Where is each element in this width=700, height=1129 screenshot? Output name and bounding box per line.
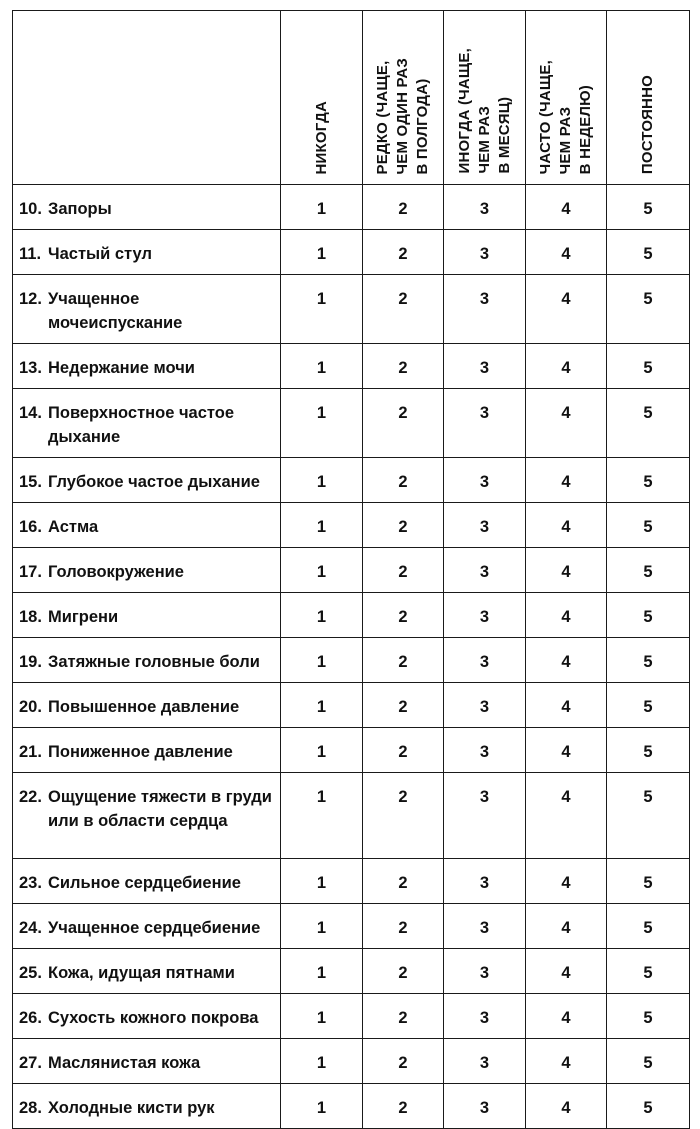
- symptom-cell: [13, 344, 281, 389]
- header-often: ЧАСТО (ЧАЩЕ, ЧЕМ РАЗ В НЕДЕЛЮ): [526, 11, 607, 185]
- symptom-label: [19, 650, 274, 674]
- table-row: [13, 683, 690, 728]
- score-cell: 1: [281, 185, 363, 230]
- table-row: [13, 1084, 690, 1129]
- symptom-text: Головокружение: [48, 563, 184, 581]
- score-cell: 3: [444, 1084, 526, 1129]
- score-cell: 1: [281, 949, 363, 994]
- symptom-cell: [13, 593, 281, 638]
- score-cell: 5: [607, 185, 690, 230]
- score-cell: 3: [444, 389, 526, 458]
- symptom-cell: [13, 994, 281, 1039]
- score-cell: 2: [363, 859, 444, 904]
- table-row: [13, 458, 690, 503]
- score-cell: 3: [444, 728, 526, 773]
- score-cell: 2: [363, 503, 444, 548]
- score-cell: 4: [526, 859, 607, 904]
- score-cell: 4: [526, 949, 607, 994]
- score-cell: 4: [526, 230, 607, 275]
- score-cell: 4: [526, 728, 607, 773]
- score-cell: 4: [526, 1084, 607, 1129]
- symptom-cell: [13, 503, 281, 548]
- score-cell: 4: [526, 904, 607, 949]
- score-cell: 3: [444, 344, 526, 389]
- symptom-number: 28.: [19, 1099, 42, 1117]
- symptom-label: [19, 470, 274, 494]
- symptom-number: 15.: [19, 473, 42, 491]
- symptom-label: [19, 916, 274, 940]
- table-row: [13, 185, 690, 230]
- score-cell: 2: [363, 683, 444, 728]
- score-cell: 2: [363, 904, 444, 949]
- score-cell: 3: [444, 683, 526, 728]
- score-cell: 5: [607, 344, 690, 389]
- symptom-label: [19, 740, 274, 764]
- score-cell: 2: [363, 275, 444, 344]
- symptom-number: 16.: [19, 518, 42, 536]
- score-cell: 5: [607, 994, 690, 1039]
- score-cell: 2: [363, 344, 444, 389]
- score-cell: 4: [526, 638, 607, 683]
- symptom-label: [19, 401, 274, 449]
- score-cell: 1: [281, 1039, 363, 1084]
- score-cell: 5: [607, 859, 690, 904]
- header-row: [13, 11, 690, 185]
- score-cell: 5: [607, 458, 690, 503]
- symptom-text: Маслянистая кожа: [48, 1054, 201, 1072]
- table-row: [13, 949, 690, 994]
- symptom-cell: [13, 1039, 281, 1084]
- score-cell: 1: [281, 904, 363, 949]
- score-cell: 1: [281, 593, 363, 638]
- symptom-cell: [13, 548, 281, 593]
- score-cell: 4: [526, 548, 607, 593]
- symptom-number: 12.: [19, 290, 42, 308]
- score-cell: 3: [444, 638, 526, 683]
- symptom-cell: [13, 728, 281, 773]
- symptom-text: Холодные кисти рук: [48, 1099, 215, 1117]
- symptom-label: [19, 560, 274, 584]
- symptom-number: 21.: [19, 743, 42, 761]
- header-rarely: РЕДКО (ЧАЩЕ, ЧЕМ ОДИН РАЗ В ПОЛГОДА): [363, 11, 444, 185]
- symptom-number: 23.: [19, 874, 42, 892]
- score-cell: 2: [363, 638, 444, 683]
- symptom-cell: [13, 904, 281, 949]
- score-cell: 2: [363, 230, 444, 275]
- symptom-label: [19, 287, 274, 335]
- score-cell: 5: [607, 389, 690, 458]
- score-cell: 5: [607, 773, 690, 859]
- score-cell: 1: [281, 994, 363, 1039]
- symptom-cell: [13, 458, 281, 503]
- symptom-label: [19, 242, 274, 266]
- score-cell: 5: [607, 683, 690, 728]
- table-row: [13, 230, 690, 275]
- table-row: [13, 548, 690, 593]
- table-row: [13, 344, 690, 389]
- symptom-text: Поверхностное частое дыхание: [48, 404, 235, 446]
- score-cell: 1: [281, 683, 363, 728]
- score-cell: 2: [363, 949, 444, 994]
- score-cell: 3: [444, 593, 526, 638]
- symptom-label: [19, 356, 274, 380]
- symptom-label: [19, 1006, 274, 1030]
- symptom-text: Пониженное давление: [48, 743, 233, 761]
- score-cell: 5: [607, 503, 690, 548]
- symptom-text: Глубокое частое дыхание: [48, 473, 260, 491]
- symptom-number: 14.: [19, 404, 42, 422]
- symptom-number: 18.: [19, 608, 42, 626]
- score-cell: 4: [526, 683, 607, 728]
- symptom-label: [19, 1096, 274, 1120]
- symptom-number: 13.: [19, 359, 42, 377]
- score-cell: 2: [363, 458, 444, 503]
- score-cell: 2: [363, 1039, 444, 1084]
- header-always: ПОСТОЯННО: [607, 11, 690, 185]
- symptom-text: Частый стул: [48, 245, 152, 263]
- score-cell: 1: [281, 344, 363, 389]
- score-cell: 1: [281, 773, 363, 859]
- score-cell: 1: [281, 458, 363, 503]
- symptom-label: [19, 695, 274, 719]
- score-cell: 5: [607, 1084, 690, 1129]
- score-cell: 2: [363, 728, 444, 773]
- score-cell: 4: [526, 344, 607, 389]
- table-row: [13, 904, 690, 949]
- score-cell: 5: [607, 638, 690, 683]
- score-cell: 3: [444, 1039, 526, 1084]
- score-cell: 1: [281, 859, 363, 904]
- score-cell: 4: [526, 1039, 607, 1084]
- score-cell: 3: [444, 859, 526, 904]
- table-row: [13, 1039, 690, 1084]
- header-never: НИКОГДА: [281, 11, 363, 185]
- score-cell: 5: [607, 728, 690, 773]
- symptom-label: [19, 605, 274, 629]
- symptom-frequency-table: [12, 10, 690, 1129]
- score-cell: 5: [607, 548, 690, 593]
- score-cell: 3: [444, 994, 526, 1039]
- symptom-text: Астма: [48, 518, 99, 536]
- score-cell: 3: [444, 773, 526, 859]
- symptom-number: 20.: [19, 698, 42, 716]
- table-row: [13, 503, 690, 548]
- score-cell: 1: [281, 638, 363, 683]
- score-cell: 4: [526, 503, 607, 548]
- symptom-number: 11.: [19, 245, 42, 263]
- score-cell: 5: [607, 275, 690, 344]
- score-cell: 5: [607, 593, 690, 638]
- score-cell: 4: [526, 773, 607, 859]
- symptom-number: 10.: [19, 200, 42, 218]
- symptom-cell: [13, 185, 281, 230]
- symptom-text: Сильное сердцебиение: [48, 874, 241, 892]
- symptom-label: [19, 871, 274, 895]
- symptom-text: Мигрени: [48, 608, 119, 626]
- score-cell: 3: [444, 548, 526, 593]
- score-cell: 1: [281, 389, 363, 458]
- score-cell: 2: [363, 1084, 444, 1129]
- score-cell: 3: [444, 230, 526, 275]
- symptom-text: Сухость кожного покрова: [48, 1009, 259, 1027]
- symptom-number: 27.: [19, 1054, 42, 1072]
- table-row: [13, 275, 690, 344]
- score-cell: 4: [526, 994, 607, 1039]
- symptom-text: Запоры: [48, 200, 112, 218]
- score-cell: 2: [363, 773, 444, 859]
- score-cell: 3: [444, 949, 526, 994]
- score-cell: 5: [607, 1039, 690, 1084]
- symptom-cell: [13, 949, 281, 994]
- score-cell: 1: [281, 548, 363, 593]
- score-cell: 4: [526, 593, 607, 638]
- table-row: [13, 728, 690, 773]
- table-row: [13, 859, 690, 904]
- symptom-text: Учащенное сердцебиение: [48, 919, 261, 937]
- score-cell: 2: [363, 389, 444, 458]
- score-cell: 4: [526, 275, 607, 344]
- table-row: [13, 593, 690, 638]
- symptom-cell: [13, 230, 281, 275]
- score-cell: 2: [363, 185, 444, 230]
- table-body: [13, 185, 690, 1129]
- symptom-frequency-sheet: [12, 10, 690, 1129]
- symptom-text: Ощущение тяжести в груди или в области сердца: [48, 788, 272, 830]
- symptom-text: Недержание мочи: [48, 359, 195, 377]
- score-cell: 2: [363, 593, 444, 638]
- score-cell: 4: [526, 458, 607, 503]
- score-cell: 3: [444, 185, 526, 230]
- symptom-label: [19, 1051, 274, 1075]
- score-cell: 2: [363, 994, 444, 1039]
- table-row: [13, 638, 690, 683]
- symptom-text: Кожа, идущая пятнами: [48, 964, 235, 982]
- symptom-number: 26.: [19, 1009, 42, 1027]
- table-row: [13, 994, 690, 1039]
- symptom-number: 25.: [19, 964, 42, 982]
- symptom-number: 22.: [19, 788, 42, 806]
- symptom-cell: [13, 389, 281, 458]
- symptom-cell: [13, 275, 281, 344]
- symptom-cell: [13, 859, 281, 904]
- symptom-number: 24.: [19, 919, 42, 937]
- symptom-text: Повышенное давление: [48, 698, 240, 716]
- header-sometimes: ИНОГДА (ЧАЩЕ, ЧЕМ РАЗ В МЕСЯЦ): [444, 11, 526, 185]
- table-row: [13, 389, 690, 458]
- score-cell: 3: [444, 458, 526, 503]
- table-row: [13, 773, 690, 859]
- score-cell: 1: [281, 1084, 363, 1129]
- symptom-label: [19, 197, 274, 221]
- score-cell: 1: [281, 230, 363, 275]
- score-cell: 1: [281, 503, 363, 548]
- symptom-number: 17.: [19, 563, 42, 581]
- symptom-text: Учащенное мочеиспускание: [48, 290, 183, 332]
- score-cell: 1: [281, 728, 363, 773]
- score-cell: 5: [607, 949, 690, 994]
- score-cell: 5: [607, 230, 690, 275]
- symptom-label: [19, 961, 274, 985]
- score-cell: 4: [526, 185, 607, 230]
- symptom-label: [19, 515, 274, 539]
- header-corner-cell: [13, 11, 281, 185]
- score-cell: 2: [363, 548, 444, 593]
- score-cell: 5: [607, 904, 690, 949]
- score-cell: 3: [444, 275, 526, 344]
- score-cell: 3: [444, 503, 526, 548]
- score-cell: 3: [444, 904, 526, 949]
- score-cell: 4: [526, 389, 607, 458]
- symptom-label: [19, 785, 274, 833]
- symptom-cell: [13, 638, 281, 683]
- symptom-cell: [13, 683, 281, 728]
- symptom-number: 19.: [19, 653, 42, 671]
- symptom-cell: [13, 1084, 281, 1129]
- score-cell: 1: [281, 275, 363, 344]
- symptom-cell: [13, 773, 281, 859]
- symptom-text: Затяжные головные боли: [48, 653, 260, 671]
